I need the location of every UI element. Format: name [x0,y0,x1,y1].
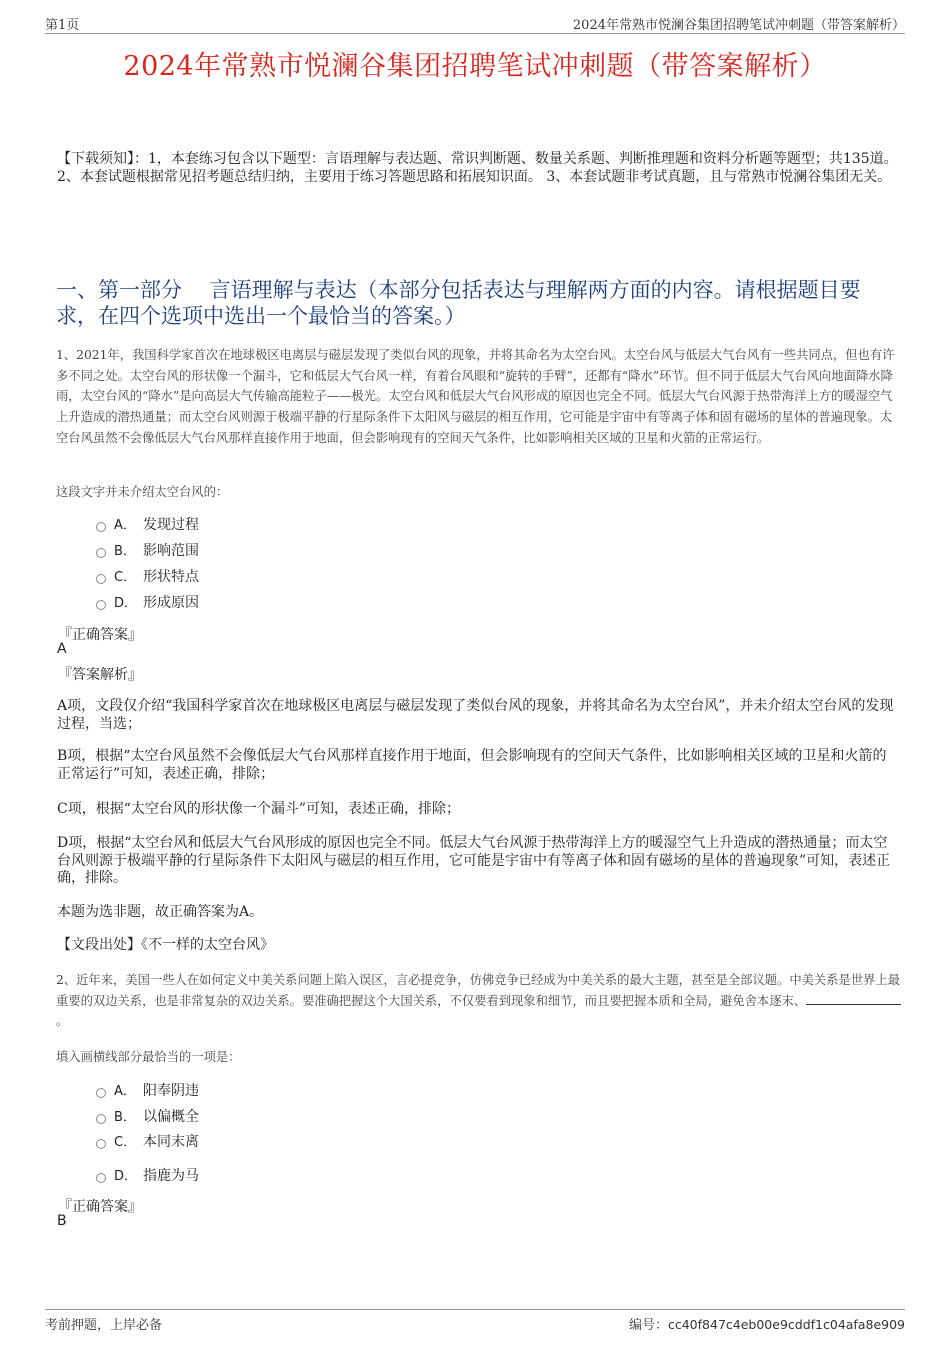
option-text: 形状特点 [143,569,199,585]
footer-code-label: 编号： [628,1318,668,1333]
question-1-prompt: 这段文字并未介绍太空台风的： [56,485,229,499]
option-text: 指鹿为马 [143,1168,199,1184]
question-2-option-d[interactable] [96,1166,199,1186]
option-letter: B． [114,544,136,559]
question-1-option-d[interactable] [96,593,199,613]
radio-icon[interactable] [96,1139,106,1149]
option-letter: A． [114,518,136,533]
radio-icon[interactable] [96,1114,106,1124]
radio-icon[interactable] [96,574,106,584]
option-text: 阳奉阴违 [143,1083,199,1099]
option-letter: B． [114,1110,136,1125]
option-text: 以偏概全 [143,1109,199,1125]
download-notice: 【下载须知】：1，本套练习包含以下题型：言语理解与表达题、常识判断题、数量关系题、判断推理题和资料分析题等题型；共135道。 2、本套试题根据常见招考题总结归纳，主要用于练习答题思路和拓展知识面。 3、本套试题非考试真题，且与常熟市悦澜谷集团无关。 [57,151,898,185]
analysis-item-c: C项，根据“太空台风的形状像一个漏斗”可知，表述正确，排除； [57,801,461,817]
radio-icon[interactable] [96,1173,106,1183]
document-title: 2024年常熟市悦澜谷集团招聘笔试冲刺题（带答案解析） [123,51,827,82]
radio-icon[interactable] [96,1088,106,1098]
header-page-number: 第1页 [45,18,80,33]
option-text: 本同末离 [143,1134,199,1150]
radio-icon[interactable] [96,522,106,532]
footer-divider [45,1309,905,1310]
question-2-text-after: 。 [56,1014,69,1029]
question-1-option-b[interactable] [96,541,199,561]
option-letter: D． [114,596,138,611]
option-text: 发现过程 [143,517,199,533]
option-letter: C． [114,570,137,585]
fill-blank-line [806,991,901,1005]
question-2-option-a[interactable] [96,1081,199,1101]
question-1-option-c[interactable] [96,567,199,587]
option-letter: C． [114,1135,137,1150]
question-2-answer-label: 『正确答案』 [58,1199,142,1215]
header-divider [45,33,905,34]
option-letter: D． [114,1169,138,1184]
question-1-source: 【文段出处】《不一样的太空台风》 [57,937,274,953]
analysis-item-d: D项，根据“太空台风和低层大气台风形成的原因也完全不同。低层大气台风源于热带海洋上方的暖湿空气上升造成的潜热通量；而太空台风则源于极端平静的行星际条件下太阳风与磁层的相互作用，它可能是宇宙中有等离子体和固有磁场的星体的普遍现象”可知，表述正确，排除。 [57,835,891,886]
section-heading: 一、第一部分 言语理解与表达（本部分包括表达与理解两方面的内容。请根据题目要求，在四个选项中选出一个最恰当的答案。） [56,278,861,328]
question-2-option-c[interactable] [96,1132,199,1152]
radio-icon[interactable] [96,548,106,558]
header-title: 2024年常熟市悦澜谷集团招聘笔试冲刺题（带答案解析） [572,18,905,33]
question-2-text [56,970,904,1032]
analysis-item-b: B项，根据“太空台风虽然不会像低层大气台风那样直接作用于地面，但会影响现有的空间天气条件，比如影响相关区域的卫星和火箭的正常运行”可知，表述正确，排除； [57,748,887,782]
question-2-option-b[interactable] [96,1107,199,1127]
question-1-text: 1、2021年，我国科学家首次在地球极区电离层与磁层发现了类似台风的现象，并将其命名为太空台风。太空台风与低层大气台风有一些共同点，但也有许多不同之处。太空台风的形状像一个漏斗，它和低层大气台风一样，有着台风眼和“旋转的手臂”，还都有“降水”环节。但不同于低层大气台风向地面降水降雨，太空台风的“降水”是向高层大气传输高能粒子——极光。太空台风和低层大气台风形成的原因也完全不同。低层大气台风源于热带海洋上方的暖湿空气上升造成的潜热通量；而太空台风则源于极端平静的行星际条件下太阳风与磁层的相互作用，它可能是宇宙中有等离子体和固有磁场的星体的普遍现象。太空台风虽然不会像低层大气台风那样直接作用于地面，但会影响现有的空间天气条件，比如影响相关区域的卫星和火箭的正常运行。 [56,348,895,445]
footer-slogan: 考前押题，上岸必备 [45,1318,163,1333]
analysis-conclusion: 本题为选非题，故正确答案为A。 [57,904,264,920]
question-2-answer: B [57,1213,67,1229]
question-1-answer-label: 『正确答案』 [58,627,142,643]
question-1-option-a[interactable] [96,515,199,535]
radio-icon[interactable] [96,600,106,610]
option-text: 形成原因 [143,595,199,611]
question-2-prompt: 填入画横线部分最恰当的一项是： [56,1050,241,1064]
footer-code-value: cc40f847c4eb00e9cddf1c04afa8e909 [667,1317,905,1332]
analysis-item-a: A项，文段仅介绍“我国科学家首次在地球极区电离层与磁层发现了类似台风的现象，并将其命名为太空台风”，并未介绍太空台风的发现过程，当选； [57,698,894,732]
option-text: 影响范围 [143,543,199,559]
footer-code [629,1314,905,1333]
question-1-answer: A [57,641,67,657]
option-letter: A． [114,1084,136,1099]
question-2-text-before: 2、近年来，美国一些人在如何定义中美关系问题上陷入误区，言必提竞争，仿佛竞争已经成为中美关系的最大主题，甚至是全部议题。中美关系是世界上最重要的双边关系，也是非常复杂的双边关系。要准确把握这个大国关系，不仅要看到现象和细节，而且要把握本质和全局，避免舍本逐末、 [56,973,901,1008]
question-1-analysis-label: 『答案解析』 [58,667,142,683]
